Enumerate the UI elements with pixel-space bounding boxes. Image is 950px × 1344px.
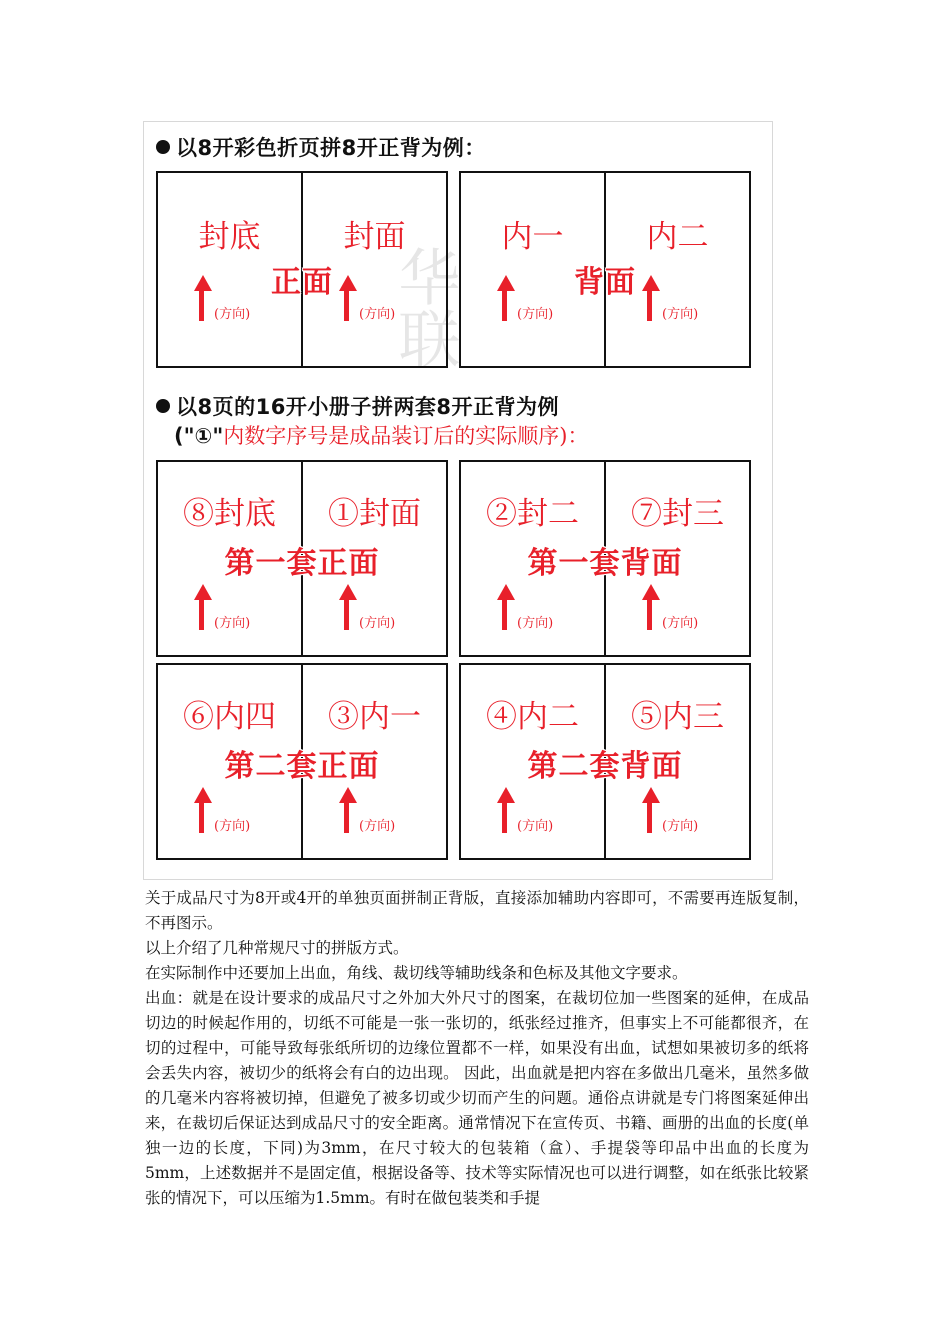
section2-heading: 以8页的16开小册子拼两套8开正背为例 bbox=[156, 391, 559, 421]
panel-label: 内二 bbox=[646, 219, 709, 255]
panel-label: ⑤内三 bbox=[631, 699, 724, 735]
sheet-set1-back bbox=[459, 460, 751, 657]
direction-label: (方向) bbox=[359, 819, 396, 834]
section1-heading: 以8开彩色折页拼8开正背为例： bbox=[156, 132, 486, 162]
paragraph: 以上介绍了几种常规尺寸的拼版方式。 bbox=[145, 939, 409, 957]
side-overlay: 背面 bbox=[574, 265, 636, 300]
panel-label: ⑦封三 bbox=[631, 496, 724, 532]
direction-label: (方向) bbox=[662, 616, 699, 631]
imposition-figure bbox=[143, 121, 773, 880]
up-arrow-icon bbox=[198, 787, 208, 833]
side-overlay: 第一套背面 bbox=[527, 546, 683, 581]
direction-label: (方向) bbox=[359, 307, 396, 322]
section2-subheading: ("①"内数字序号是成品装订后的实际顺序)： bbox=[174, 424, 589, 448]
panel-label: ⑧封底 bbox=[183, 496, 276, 532]
side-overlay: 第二套正面 bbox=[224, 749, 380, 784]
paragraph: 关于成品尺寸为8开或4开的单独页面拼制正背版，直接添加辅助内容即可，不需要再连版复制，不再图示。 bbox=[145, 889, 809, 932]
sheet-set2-front bbox=[156, 663, 448, 860]
direction-label: (方向) bbox=[662, 307, 699, 322]
sheet-set2-back bbox=[459, 663, 751, 860]
up-arrow-icon bbox=[343, 584, 353, 630]
panel-label: ①封面 bbox=[328, 496, 421, 532]
direction-label: (方向) bbox=[517, 616, 554, 631]
up-arrow-icon bbox=[198, 584, 208, 630]
up-arrow-icon bbox=[343, 787, 353, 833]
sheet-s1-front bbox=[156, 171, 448, 368]
paragraph: 在实际制作中还要加上出血，角线、裁切线等辅助线条和色标及其他文字要求。 bbox=[145, 964, 688, 982]
direction-label: (方向) bbox=[214, 307, 251, 322]
direction-label: (方向) bbox=[214, 616, 251, 631]
panel-label: 封面 bbox=[343, 219, 406, 255]
panel-label: 内一 bbox=[501, 219, 564, 255]
direction-label: (方向) bbox=[517, 307, 554, 322]
bullet-icon bbox=[156, 140, 170, 154]
sheet-set1-front bbox=[156, 460, 448, 657]
panel-label: ④内二 bbox=[486, 699, 579, 735]
up-arrow-icon bbox=[501, 787, 511, 833]
watermark: 华联 bbox=[388, 245, 461, 369]
side-overlay: 第一套正面 bbox=[224, 546, 380, 581]
up-arrow-icon bbox=[501, 584, 511, 630]
side-overlay: 正面 bbox=[271, 265, 333, 300]
side-overlay: 第二套背面 bbox=[527, 749, 683, 784]
panel-label: 封底 bbox=[198, 219, 261, 255]
bullet-icon bbox=[156, 399, 170, 413]
direction-label: (方向) bbox=[359, 616, 396, 631]
panel-label: ③内一 bbox=[328, 699, 421, 735]
panel-label: ⑥内四 bbox=[183, 699, 276, 735]
panel-label: ②封二 bbox=[486, 496, 579, 532]
up-arrow-icon bbox=[646, 787, 656, 833]
paragraph: 出血：就是在设计要求的成品尺寸之外加大外尺寸的图案，在裁切位加一些图案的延伸，在成品切边的时候起作用的，切纸不可能是一张一张切的，纸张经过推齐，但事实上不可能都很齐，在切的过程中，可能导致每张纸所切的边缘位置都不一样，如果没有出血，试想如果被切多的纸将会丢失内容，被切少的纸将会有白的边出现。 因此，出血就是把内容在多做出几毫米，虽然多做的几毫米内容将被切掉，但避免了被多切或少切而产生的问题。通俗点讲就是专门将图案延伸出来，在裁切后保证达到成品尺寸的安全距离。通常情况下在宣传页、书籍、画册的出血的长度(单独一边的长度，下同)为3mm，在尺寸较大的包装箱（盒）、手提袋等印品中出血的长度为5mm，上述数据并不是固定值，根据设备等、技术等实际情况也可以进行调整，如在纸张比较紧张的情况下，可以压缩为1.5mm。有时在做包装类和手提 bbox=[145, 989, 809, 1207]
direction-label: (方向) bbox=[662, 819, 699, 834]
up-arrow-icon bbox=[646, 584, 656, 630]
sheet-s1-back bbox=[459, 171, 751, 368]
direction-label: (方向) bbox=[214, 819, 251, 834]
direction-label: (方向) bbox=[517, 819, 554, 834]
